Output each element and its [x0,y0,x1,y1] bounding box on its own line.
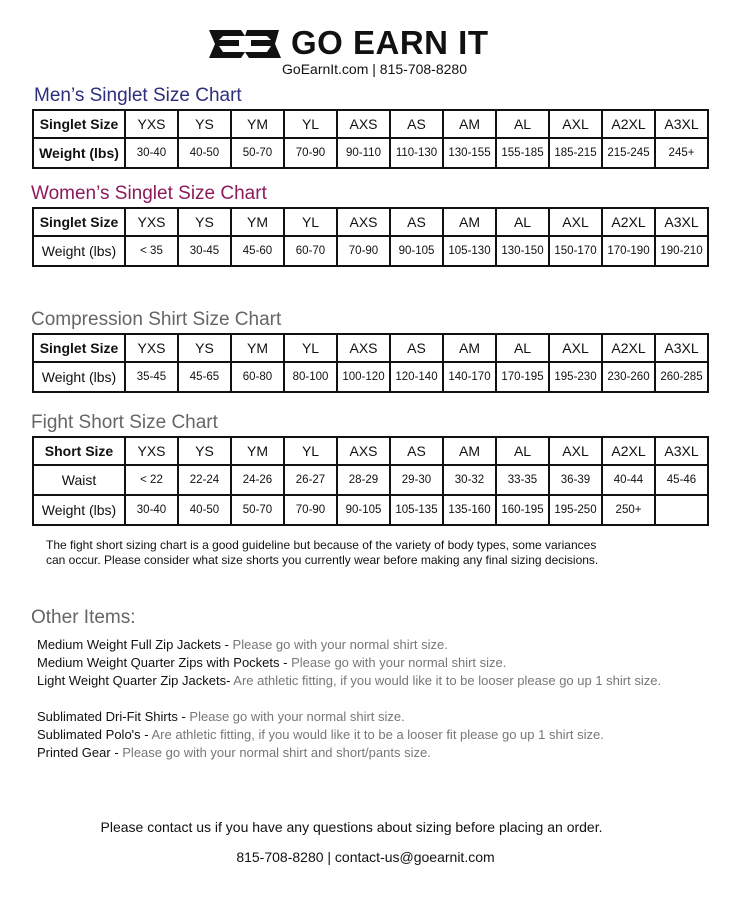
other-item-description: Please go with your normal shirt size. [232,637,448,652]
value-cell: 45-65 [178,362,231,392]
value-cell: 30-45 [178,236,231,266]
value-cell: 29-30 [390,465,443,495]
womens-singlet-table [32,207,709,267]
size-header-cell: YL [284,208,337,236]
value-cell: 130-155 [443,138,496,168]
value-cell: 105-135 [390,495,443,525]
value-cell: 105-130 [443,236,496,266]
size-header-cell: A2XL [602,110,655,138]
value-cell: 26-27 [284,465,337,495]
other-item-description: Please go with your normal shirt and short/pants size. [122,745,431,760]
size-header-cell: A2XL [602,437,655,465]
value-cell: 185-215 [549,138,602,168]
value-cell: 230-260 [602,362,655,392]
value-cell: 130-150 [496,236,549,266]
value-cell: 50-70 [231,495,284,525]
size-header-cell: YXS [125,208,178,236]
value-cell: 110-130 [390,138,443,168]
size-header-cell: A3XL [655,110,708,138]
size-header-cell: AS [390,334,443,362]
row-label: Weight (lbs) [33,138,125,168]
other-item [37,727,604,742]
size-header-cell: AS [390,110,443,138]
table-header-label: Singlet Size [33,334,125,362]
value-cell: 150-170 [549,236,602,266]
other-item [37,745,431,760]
other-item-name: Medium Weight Full Zip Jackets - [37,637,233,652]
size-header-cell: YM [231,208,284,236]
size-header-cell: AXL [549,334,602,362]
value-cell: 30-40 [125,495,178,525]
other-items-title: Other Items: [31,607,136,628]
size-header-cell: AM [443,208,496,236]
size-header-cell: AXS [337,208,390,236]
size-header-cell: YS [178,437,231,465]
value-cell: 70-90 [284,495,337,525]
size-header-cell: AXL [549,110,602,138]
logo-mark-icon [205,24,285,64]
size-header-cell: YS [178,110,231,138]
size-header-cell: AS [390,437,443,465]
compression-shirt-title: Compression Shirt Size Chart [31,309,282,330]
value-cell: 260-285 [655,362,708,392]
value-cell: 70-90 [337,236,390,266]
value-cell: 100-120 [337,362,390,392]
size-header-cell: AXS [337,437,390,465]
fight-short-title: Fight Short Size Chart [31,412,218,433]
size-header-cell: A2XL [602,334,655,362]
value-cell: 40-50 [178,495,231,525]
value-cell: 35-45 [125,362,178,392]
size-header-cell: YL [284,437,337,465]
value-cell: 90-110 [337,138,390,168]
value-cell: 40-50 [178,138,231,168]
value-cell: 195-250 [549,495,602,525]
size-header-cell: YS [178,334,231,362]
value-cell: 90-105 [337,495,390,525]
other-item [37,637,448,652]
size-header-cell: YXS [125,110,178,138]
value-cell: 60-80 [231,362,284,392]
size-header-cell: AXL [549,437,602,465]
size-header-cell: AL [496,334,549,362]
value-cell: 40-44 [602,465,655,495]
value-cell: 30-32 [443,465,496,495]
size-header-cell: AXL [549,208,602,236]
size-header-cell: A3XL [655,437,708,465]
row-label: Weight (lbs) [33,495,125,525]
size-header-cell: AL [496,208,549,236]
table-header-label: Singlet Size [33,110,125,138]
closing-message: Please contact us if you have any questions about sizing before placing an order. [100,819,603,835]
other-item-name: Sublimated Polo's - [37,727,152,742]
value-cell: 50-70 [231,138,284,168]
brand-name: GO EARN IT [291,24,489,61]
value-cell: 195-230 [549,362,602,392]
other-item-name: Printed Gear - [37,745,123,760]
table-header-label: Singlet Size [33,208,125,236]
value-cell: 28-29 [337,465,390,495]
table-header-label: Short Size [33,437,125,465]
other-item-description: Are athletic fitting, if you would like it to be a looser fit please go up 1 shirt size. [151,727,604,742]
value-cell: 120-140 [390,362,443,392]
size-header-cell: AXS [337,334,390,362]
value-cell: 160-195 [496,495,549,525]
mens-singlet-title: Men’s Singlet Size Chart [34,85,242,106]
value-cell: 36-39 [549,465,602,495]
size-header-cell: AM [443,437,496,465]
value-cell: 250+ [602,495,655,525]
other-item-name: Medium Weight Quarter Zips with Pockets - [37,655,292,670]
other-item-name: Light Weight Quarter Zip Jackets- [37,673,234,688]
size-header-cell: AM [443,110,496,138]
size-header-cell: YXS [125,437,178,465]
size-header-cell: AM [443,334,496,362]
size-header-cell: AXS [337,110,390,138]
sizing-note-line: The fight short sizing chart is a good guideline but because of the variety of body types, some variances [46,538,597,552]
value-cell: 24-26 [231,465,284,495]
value-cell: 70-90 [284,138,337,168]
size-header-cell: YL [284,334,337,362]
compression-shirt-table [32,333,709,393]
value-cell: 33-35 [496,465,549,495]
value-cell: 170-190 [602,236,655,266]
size-header-cell: YM [231,110,284,138]
value-cell: 80-100 [284,362,337,392]
sizing-note [46,538,686,568]
value-cell: 140-170 [443,362,496,392]
other-item-description: Are athletic fitting, if you would like it to be looser please go up 1 shirt size. [233,673,662,688]
value-cell: 60-70 [284,236,337,266]
value-cell: 245+ [655,138,708,168]
value-cell: 215-245 [602,138,655,168]
row-label: Weight (lbs) [33,236,125,266]
row-label: Waist [33,465,125,495]
value-cell [655,495,708,525]
other-item-description: Please go with your normal shirt size. [189,709,405,724]
value-cell: 45-60 [231,236,284,266]
other-item-description: Please go with your normal shirt size. [291,655,507,670]
size-header-cell: AL [496,437,549,465]
header-contact-line: GoEarnIt.com | 815-708-8280 [282,61,467,77]
size-header-cell: AL [496,110,549,138]
value-cell: < 35 [125,236,178,266]
sizing-note-line: can occur. Please consider what size shorts you currently wear before making any final sizing decisions. [46,553,599,567]
mens-singlet-table [32,109,709,169]
womens-singlet-title: Women’s Singlet Size Chart [31,183,267,204]
value-cell: < 22 [125,465,178,495]
other-item [37,673,661,688]
size-header-cell: YL [284,110,337,138]
value-cell: 155-185 [496,138,549,168]
fight-short-table [32,436,709,526]
value-cell: 22-24 [178,465,231,495]
other-item-name: Sublimated Dri-Fit Shirts - [37,709,190,724]
value-cell: 30-40 [125,138,178,168]
value-cell: 90-105 [390,236,443,266]
size-header-cell: A2XL [602,208,655,236]
other-item [37,655,506,670]
footer-contact: 815-708-8280 | contact-us@goearnit.com [236,849,495,865]
brand-logo [205,22,505,62]
size-header-cell: A3XL [655,334,708,362]
size-header-cell: A3XL [655,208,708,236]
value-cell: 190-210 [655,236,708,266]
value-cell: 135-160 [443,495,496,525]
row-label: Weight (lbs) [33,362,125,392]
value-cell: 45-46 [655,465,708,495]
size-header-cell: YS [178,208,231,236]
value-cell: 170-195 [496,362,549,392]
size-header-cell: YXS [125,334,178,362]
size-header-cell: AS [390,208,443,236]
size-header-cell: YM [231,334,284,362]
other-item [37,709,405,724]
size-header-cell: YM [231,437,284,465]
